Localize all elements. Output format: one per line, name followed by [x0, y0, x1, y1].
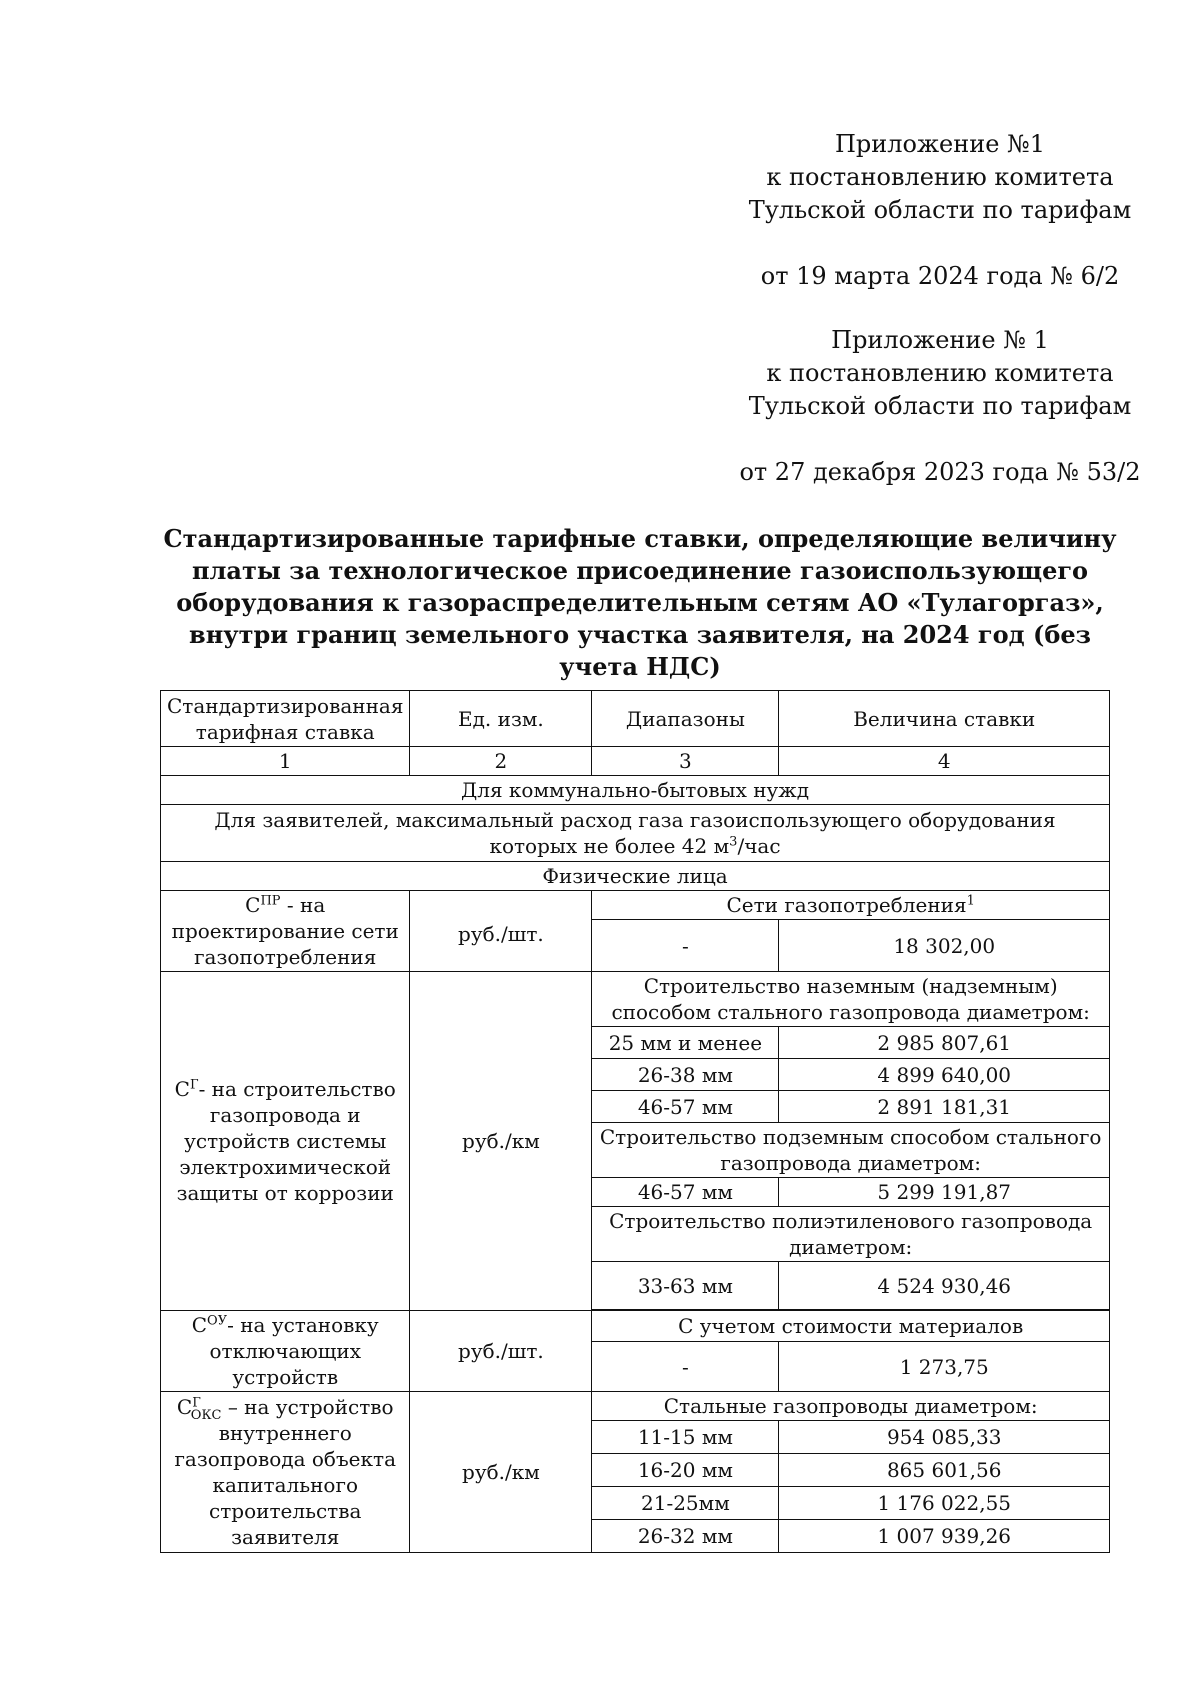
column-number-row: [161, 747, 1110, 776]
section-individuals: Физические лица: [161, 862, 1110, 891]
range-cell: 46-57 мм: [592, 1178, 779, 1207]
rate-internal-pipeline: [161, 1392, 410, 1553]
header-range: Диапазоны: [592, 691, 779, 747]
value-cell: 4 524 930,46: [779, 1262, 1110, 1310]
range-cell: 33-63 мм: [592, 1262, 779, 1310]
range-cell: 16-20 мм: [592, 1454, 779, 1487]
value-cell: 1 273,75: [779, 1342, 1110, 1392]
column-number: 1: [161, 747, 410, 776]
rate-symbol: С: [176, 1395, 193, 1419]
subheader-text: Сети газопотребления: [726, 893, 967, 917]
rate-symbol: С: [174, 1077, 190, 1101]
appendix-date: от 19 марта 2024 года № 6/2: [760, 262, 1120, 290]
value-cell: 865 601,56: [779, 1454, 1110, 1487]
range-cell: -: [592, 920, 779, 972]
rate-valves: [161, 1311, 410, 1392]
rate-description: - на строительство газопровода и устройств системы электрохимической защиты от коррозии: [176, 1077, 396, 1205]
value-cell: 2 891 181,31: [779, 1091, 1110, 1123]
section-max-flow: [161, 805, 1110, 862]
rate-description: – на устройство внутреннего газопровода объекта капитального строительства заявителя: [174, 1395, 396, 1549]
value-cell: 954 085,33: [779, 1421, 1110, 1454]
column-number: 3: [592, 747, 779, 776]
subheader: Строительство подземным способом стального газопровода диаметром:: [592, 1123, 1110, 1178]
header-value: Величина ставки: [779, 691, 1110, 747]
appendix-authority: Тульской области по тарифам: [748, 196, 1132, 224]
section-row: [161, 862, 1110, 891]
column-number: 2: [410, 747, 592, 776]
rate-superscript: Г: [192, 1395, 201, 1411]
rate-symbol: С: [191, 1313, 208, 1337]
appendix-subtitle: к постановлению комитета: [766, 359, 1114, 387]
value-cell: 18 302,00: [779, 920, 1110, 972]
section-max-flow-text: Для заявителей, максимальный расход газа газоиспользующего оборудования которых не более 42 м: [214, 808, 1056, 858]
header-rate: Стандартизированная тарифная ставка: [161, 691, 410, 747]
value-cell: 4 899 640,00: [779, 1059, 1110, 1091]
table-row: [161, 1392, 1110, 1421]
rate-subscript: ОКС: [190, 1408, 222, 1423]
range-cell: 25 мм и менее: [592, 1027, 779, 1059]
rate-superscript: ОУ: [207, 1313, 228, 1329]
range-cell: 26-38 мм: [592, 1059, 779, 1091]
subheader: [592, 891, 1110, 920]
footnote-marker: 1: [966, 893, 975, 909]
subheader: Стальные газопроводы диаметром:: [592, 1392, 1110, 1421]
value-cell: 1 007 939,26: [779, 1520, 1110, 1553]
range-cell: 11-15 мм: [592, 1421, 779, 1454]
appendix-subtitle: к постановлению комитета: [766, 163, 1114, 191]
range-cell: -: [592, 1342, 779, 1392]
appendix-header-current: [700, 128, 1180, 293]
appendix-date: от 27 декабря 2023 года № 53/2: [739, 458, 1141, 486]
header-unit: Ед. изм.: [410, 691, 592, 747]
rate-superscript: ПР: [260, 893, 281, 909]
rate-construction: [161, 972, 410, 1311]
section-row: [161, 805, 1110, 862]
subheader: С учетом стоимости материалов: [592, 1311, 1110, 1342]
range-cell: 46-57 мм: [592, 1091, 779, 1123]
appendix-header-original: [700, 324, 1180, 489]
section-row: [161, 776, 1110, 805]
document-title: Стандартизированные тарифные ставки, определяющие величину платы за технологическое присоединение газоиспользующего оборудования к газораспределительным сетям АО «Тулагоргаз», внутри границ земельного участка заявителя, на 2024 год (без учета НДС): [163, 524, 1117, 681]
appendix-title: Приложение №1: [834, 130, 1046, 158]
rate-unit: руб./шт.: [410, 1311, 592, 1392]
rate-description: - на проектирование сети газопотребления: [171, 893, 399, 969]
rate-description: - на установку отключающих устройств: [209, 1313, 379, 1389]
appendix-title: Приложение № 1: [831, 326, 1049, 354]
table-row: [161, 972, 1110, 1027]
rate-unit: руб./км: [410, 972, 592, 1311]
value-cell: 2 985 807,61: [779, 1027, 1110, 1059]
section-max-flow-unit: /час: [737, 834, 781, 858]
unit-superscript: 3: [729, 834, 738, 850]
rate-unit: руб./шт.: [410, 891, 592, 972]
tariff-table: [160, 690, 1110, 1553]
value-cell: 1 176 022,55: [779, 1487, 1110, 1520]
table-row: [161, 891, 1110, 920]
rate-superscript: Г: [189, 1077, 199, 1093]
table-row: [161, 1311, 1110, 1342]
rate-unit: руб./км: [410, 1392, 592, 1553]
range-cell: 21-25мм: [592, 1487, 779, 1520]
rate-symbol: С: [245, 893, 261, 917]
table-header-row: [161, 691, 1110, 747]
subheader: Строительство полиэтиленового газопровода диаметром:: [592, 1207, 1110, 1262]
appendix-authority: Тульской области по тарифам: [748, 392, 1132, 420]
subheader: Строительство наземным (надземным) способом стального газопровода диаметром:: [592, 972, 1110, 1027]
section-household: Для коммунально-бытовых нужд: [161, 776, 1110, 805]
rate-design: [161, 891, 410, 972]
value-cell: 5 299 191,87: [779, 1178, 1110, 1207]
column-number: 4: [779, 747, 1110, 776]
range-cell: 26-32 мм: [592, 1520, 779, 1553]
